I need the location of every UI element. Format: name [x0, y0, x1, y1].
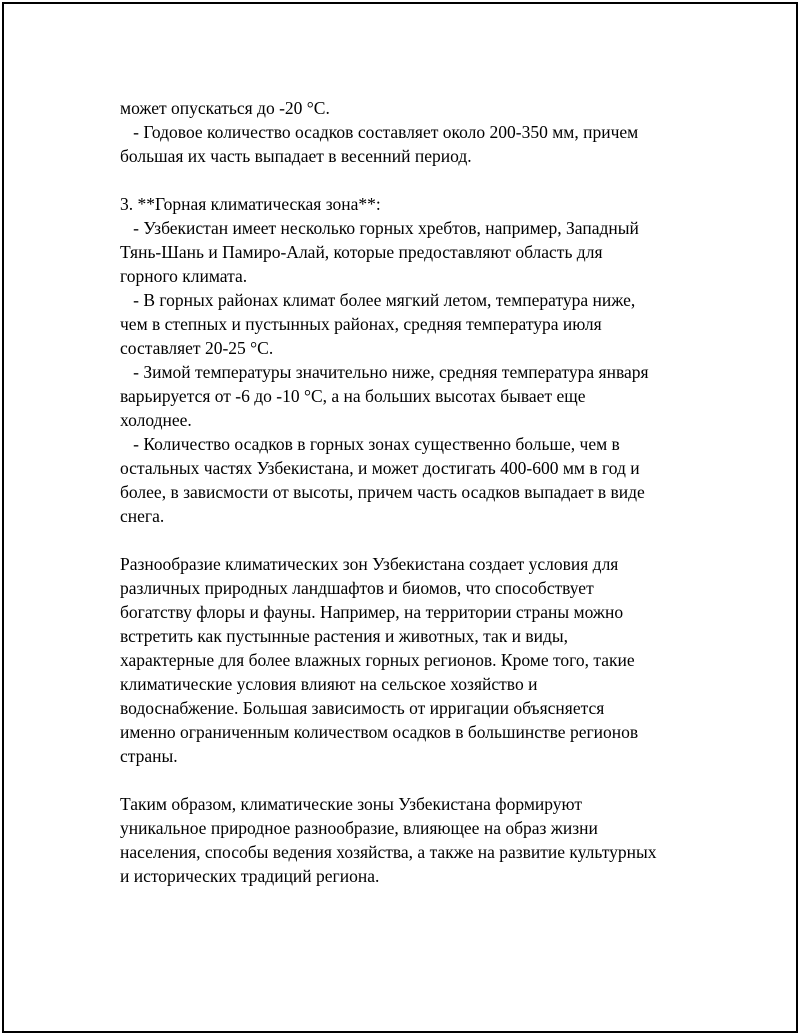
text-line: остальных частях Узбекистана, и может достигать 400-600 мм в год и — [120, 458, 640, 478]
text-line: варьируется от -6 до -10 °С, а на больших высотах бывает еще — [120, 386, 586, 406]
paragraph-gap — [120, 768, 700, 792]
text-line: встретить как пустынные растения и животных, так и виды, — [120, 626, 569, 646]
diversity-paragraph — [120, 552, 700, 768]
text-line: - Зимой температуры значительно ниже, средняя температура января — [120, 362, 649, 382]
text-line: Тянь-Шань и Памиро-Алай, которые предоставляют область для — [120, 242, 603, 262]
text-line: - Количество осадков в горных зонах существенно больше, чем в — [120, 434, 620, 454]
text-line: различных природных ландшафтов и биомов, что способствует — [120, 578, 594, 598]
text-line: страны. — [120, 746, 178, 766]
text-line: - Узбекистан имеет несколько горных хребтов, например, Западный — [120, 218, 639, 238]
text-line: большая их часть выпадает в весенний период. — [120, 146, 472, 166]
text-line: Таким образом, климатические зоны Узбекистана формируют — [120, 794, 583, 814]
text-line: чем в степных и пустынных районах, средняя температура июля — [120, 314, 602, 334]
paragraph-gap — [120, 528, 700, 552]
text-line: составляет 20-25 °С. — [120, 338, 274, 358]
mountain-zone-section — [120, 192, 700, 528]
text-line: богатству флоры и фауны. Например, на территории страны можно — [120, 602, 624, 622]
text-line: уникальное природное разнообразие, влияющее на образ жизни — [120, 818, 598, 838]
text-line: холоднее. — [120, 410, 192, 430]
text-line: населения, способы ведения хозяйства, а также на развитие культурных — [120, 842, 657, 862]
text-line: - Годовое количество осадков составляет около 200-350 мм, причем — [120, 122, 639, 142]
text-line: именно ограниченным количеством осадков в большинстве регионов — [120, 722, 639, 742]
intro-paragraph — [120, 96, 700, 168]
text-line: - В горных районах климат более мягкий летом, температура ниже, — [120, 290, 636, 310]
text-line: водоснабжение. Большая зависимость от ирригации объясняется — [120, 698, 605, 718]
text-line: может опускаться до -20 °С. — [120, 98, 330, 118]
text-line: более, в зависмости от высоты, причем часть осадков выпадает в виде — [120, 482, 645, 502]
text-line: горного климата. — [120, 266, 248, 286]
document-page — [2, 2, 798, 1033]
conclusion-paragraph — [120, 792, 700, 888]
text-line: и исторических традиций региона. — [120, 866, 380, 886]
text-line: климатические условия влияют на сельское хозяйство и — [120, 674, 538, 694]
document-body — [120, 96, 700, 888]
text-line: Разнообразие климатических зон Узбекистана создает условия для — [120, 554, 619, 574]
text-line: снега. — [120, 506, 165, 526]
paragraph-gap — [120, 168, 700, 192]
text-line: характерные для более влажных горных регионов. Кроме того, такие — [120, 650, 635, 670]
section-heading: 3. **Горная климатическая зона**: — [120, 194, 381, 214]
